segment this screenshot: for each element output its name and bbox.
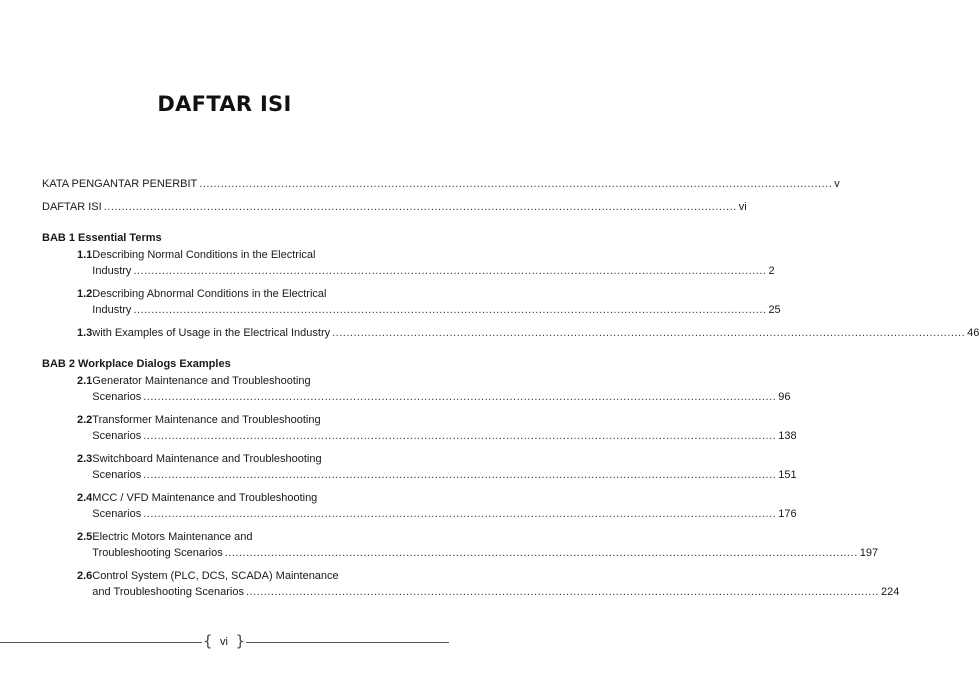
section-number: 2.4: [77, 492, 93, 504]
section-number: 2.1: [77, 375, 93, 387]
section-title-line: Scenarios: [92, 430, 142, 442]
dot-leader: [104, 199, 737, 215]
right-brace-icon: }: [235, 632, 245, 650]
dot-leader: [246, 584, 879, 600]
toc-entry-foreword[interactable]: [42, 176, 840, 192]
toc-subentry[interactable]: [42, 490, 797, 522]
toc-page-number: 2: [768, 265, 775, 277]
dot-leader: [133, 263, 766, 279]
left-brace-icon: {: [203, 632, 213, 650]
section-number: 1.3: [77, 327, 93, 339]
section-number: 1.1: [77, 249, 93, 261]
section-title-line: Scenarios: [92, 391, 142, 403]
toc-entry-label: KATA PENGANTAR PENERBIT: [42, 178, 198, 190]
section-title-line: Scenarios: [92, 508, 142, 520]
toc-page-number: 46: [967, 327, 979, 339]
toc-page-number: 25: [768, 304, 781, 316]
section-title-line: with Examples of Usage in the Electrical Industry: [92, 327, 331, 339]
dot-leader: [133, 302, 766, 318]
dot-leader: [143, 467, 776, 483]
dot-leader: [199, 176, 832, 192]
footer-page-number: vi: [220, 636, 228, 648]
toc-entry-contents[interactable]: [42, 199, 747, 215]
dot-leader: [225, 545, 858, 561]
table-of-contents: [42, 176, 979, 607]
toc-subentry[interactable]: [42, 412, 797, 444]
toc-page-number: 197: [859, 547, 879, 559]
toc-page-number: 151: [778, 469, 797, 481]
dot-leader: [143, 506, 776, 522]
toc-page-number: 96: [778, 391, 791, 403]
toc-subentry[interactable]: [42, 568, 900, 600]
chapter-heading-bab-1[interactable]: BAB 1 Essential Terms: [42, 232, 162, 244]
section-title-line: Industry: [92, 304, 132, 316]
section-title-line: Troubleshooting Scenarios: [92, 547, 223, 559]
footer-rule-right: [246, 642, 449, 643]
section-title-line: Describing Abnormal Conditions in the Electrical: [92, 288, 327, 300]
toc-page-number: vi: [738, 201, 747, 213]
toc-entry-label: DAFTAR ISI: [42, 201, 102, 213]
section-title-line: Generator Maintenance and Troubleshooting: [92, 375, 311, 387]
dot-leader: [143, 389, 776, 405]
toc-page-number: 176: [778, 508, 797, 520]
toc-page-number: v: [834, 178, 840, 190]
section-title-line: Electric Motors Maintenance and: [92, 531, 253, 543]
chapter-heading-bab-2[interactable]: BAB 2 Workplace Dialogs Examples: [42, 358, 231, 370]
section-title-line: Describing Normal Conditions in the Electrical: [92, 249, 316, 261]
toc-subentry[interactable]: [42, 529, 879, 561]
section-number: 2.2: [77, 414, 93, 426]
section-number: 2.6: [77, 570, 93, 582]
section-title-line: Control System (PLC, DCS, SCADA) Maintenance: [92, 570, 339, 582]
dot-leader: [143, 428, 776, 444]
section-title-line: Industry: [92, 265, 132, 277]
toc-subentry[interactable]: [42, 286, 781, 318]
page-title: DAFTAR ISI: [157, 92, 292, 116]
toc-page-number: 224: [880, 586, 900, 598]
dot-leader: [332, 325, 965, 341]
toc-subentry[interactable]: [42, 373, 791, 405]
section-title-line: Switchboard Maintenance and Troubleshooting: [92, 453, 322, 465]
footer-rule-left: [0, 642, 202, 643]
toc-subentry[interactable]: [42, 325, 979, 341]
toc-subentry[interactable]: [42, 247, 775, 279]
section-title-line: and Troubleshooting Scenarios: [92, 586, 244, 598]
section-number: 2.3: [77, 453, 93, 465]
toc-page-number: 138: [778, 430, 797, 442]
section-title-line: MCC / VFD Maintenance and Troubleshooting: [92, 492, 318, 504]
section-number: 2.5: [77, 531, 93, 543]
section-number: 1.2: [77, 288, 93, 300]
footer-page-marker: [203, 633, 245, 651]
section-title-line: Transformer Maintenance and Troubleshooting: [92, 414, 321, 426]
toc-subentry[interactable]: [42, 451, 797, 483]
section-title-line: Scenarios: [92, 469, 142, 481]
